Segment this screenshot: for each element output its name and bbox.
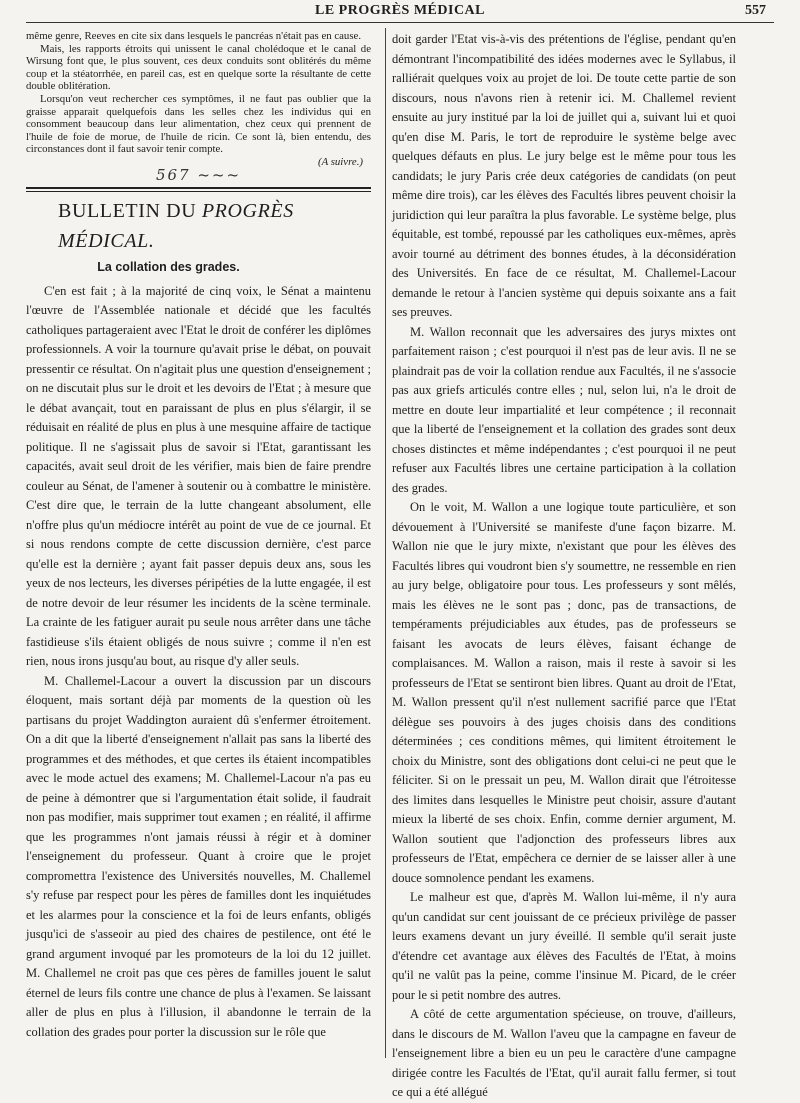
left-column [26, 30, 371, 1042]
page-number: 557 [745, 3, 766, 18]
article-paragraph: C'en est fait ; à la majorité de cinq voix, le Sénat a maintenu l'œuvre de l'Assemblée nationale et décidé que les facultés catholiques partageraient avec l'Etat le droit de conférer les diplômes professionnels. A voir la tournure qu'avait prise le débat, on pouvait pressentir ce résultat. On n'agitait plus une question d'enseignement ; on ne discutait plus sur le droit et les devoirs de l'Etat ; à mesure que le débat avançait, tout en paraissant de plus en plus s'élargir, il se réduisait en réalité de plus en plus à une mesquine affaire de tactique politique. Il ne s'agissait plus de savoir si l'Etat, garantissant les capacités, avait seul droit de les vérifier, mais bien de faire prendre couleur au Sénat, de l'amener à soutenir ou à combattre le ministère. C'est dire que, le terrain de la lutte changeant absolument, elle n'offre plus qu'un médiocre intérêt au point de vue de ce journal. Et si nous rendons compte de cette discussion dernière, c'est parce qu'elle est la dernière ; ayant fait passer depuis deux ans, sous les yeux de nos lecteurs, les diverses péripéties de la lutte engagée, il est de notre devoir de leur résumer les incidents de la scène terminale. La crainte de les fatiguer aurait pu seule nous arrêter dans une tâche fastidieuse s'ils étaient obligés de nous suivre ; comme il n'en est rien, nous irons jusqu'au bout, au risque d'y aller seuls. [26, 283, 371, 669]
intro-paragraph: même genre, Reeves en cite six dans lesquels le pancréas n'était pas en cause. [26, 30, 362, 42]
intro-paragraph: Mais, les rapports étroits qui unissent le canal cholédoque et le canal de Wirsung font que, le plus souvent, ces deux conduits sont oblitérés du même coup et la stéatorrhée, en pareil cas, est en quelque sorte la résultante de cette double oblitération. [26, 42, 371, 93]
article-paragraph: M. Wallon reconnait que les adversaires des jurys mixtes ont parfaitement raison ; c'est pourquoi il n'est pas de leur avis. Il ne se plaindrait pas de voir la collation rendue aux Facultés, il ne s'associe pas aux griefs articulés contre elles ; nul, selon lui, n'a le droit de mettre en doute leur impartialité et leur compétence ; il reconnait que la liberté de l'enseignement et la collation des grades sont deux choses distinctes et même indépendantes ; c'est pourquoi il ne peut refuser aux Facultés libres une certaine participation à la collation des grades. [392, 324, 736, 495]
section-separator [26, 187, 371, 192]
column-divider [385, 28, 386, 1058]
right-column [392, 30, 736, 1103]
page-header [0, 0, 800, 20]
bulletin-title-prefix: BULLETIN DU [58, 199, 197, 222]
article-paragraph: On le voit, M. Wallon a une logique toute particulière, et son dévouement à l'Université se manifeste d'une façon bizarre. M. Wallon nie que le jury mixte, n'existant que pour les élèves des Facultés libres qui voudront bien s'y soumettre, ne ressemble en rien au jury belge, obligatoire pour tous. Les professeurs y sont mêlés, mais les élèves ne le sont pas ; donc, pas de transactions, de tempéraments préjudiciables aux études, pas de professeurs se faisant les avocats de leurs élèves, faisant échange de complaisances. M. Wallon a raison, mais il reste à savoir si les professeurs de l'Etat se sentiront bien libres. Quant au droit de l'Etat, M. Wallon pressent qu'il n'est nullement sacrifié parce que l'Etat délègue ses pouvoirs à des juges choisis dans des conditions déterminées ; ces conditions mêmes, qui limitent étroitement le choix du Ministre, sont des obligations dont celui-ci ne peut que le féliciter. Si on le pressait un peu, M. Wallon dirait que l'étroitesse des limites dans lesquelles le Ministre peut choisir, assure d'autant mieux la liberté de ses choix. Enfin, comme dernier argument, M. Wallon soutient que l'adjonction des professeurs libres aux professeurs de l'Etat, empêchera ce dernier de se laisser aller à une douce somnolence pendant les examens. [392, 500, 736, 885]
journal-title: LE PROGRÈS MÉDICAL [314, 3, 486, 18]
intro-paragraph: Lorsqu'on veut rechercher ces symptômes, il ne faut pas oublier que la graisse apparait quelquefois dans les selles chez les individus qui en consomment beaucoup dans leur alimentation, chez ceux qui prennent de l'huile de foie de morue, de l'huile de ricin. Ce sont là, bien entendu, des circonstances dont il faut savoir tenir compte. [26, 92, 371, 156]
section-title: La collation des grades. [97, 259, 240, 274]
header-rule [26, 22, 774, 23]
article-paragraph: Le malheur est que, d'après M. Wallon lui-même, il n'y aura qu'un candidat sur cent jouissant de ce précieux privilège de passer leurs examens devant un jury éveillé. Il semble qu'il serait juste d'étendre cet avantage aux élèves des Facultés de l'Etat, à moins qu'il ne valût pas la peine, comme l'insinue M. Picard, de le créer pour le si petit nombre des autres. [392, 890, 736, 1002]
handwritten-annotation: 567 ~~~ [155, 165, 242, 184]
article-paragraph: A côté de cette argumentation spécieuse, on trouve, d'ailleurs, dans le discours de M. Wallon l'aveu que la campagne en faveur de l'enseignement libre a bien eu un peu le caractère d'une campagne dirigée contre les Facultés de l'Etat, qu'il aurait fallu fermer, si tout ce qui a été allégué [392, 1007, 736, 1099]
article-paragraph: M. Challemel-Lacour a ouvert la discussion par un discours éloquent, mais sortant déjà par moments de la question où les partisans du projet Waddington auraient dû s'enfermer étroitement. On a dit que la liberté d'enseignement n'allait pas sans la liberté des programmes et des méthodes, et que certes ils étaient incompatibles avec le mode actuel des examens; M. Challemel-Lacour n'a pas eu de peine à démontrer que si l'argumentation était solide, il faudrait non pas modifier, mais supprimer tout examen ; en réalité, il affirme que les programmes n'ont jamais réussi à régir et à dominer l'enseignement du professeur. Quant à croire que le projet compromettra l'existence des Universités nouvelles, M. Challemel s'y refuse par respect pour les pères de familles dont les inquiétudes et les alarmes pour la conscience et la foi de leurs enfants, obligés jusqu'ici de s'asseoir au pied des chaires de pestilence, ont été le grand argument invoqué par les promoteurs de la loi du 12 juillet. M. Challemel ne croit pas que ces pères de familles jouent le salut éternel de leurs fils contre une chance de plus à l'examen. Se laissant aller de plus en plus à l'illusion, il abandonne le terrain de la collation des grades pour porter la discussion sur le rôle que [26, 673, 371, 1039]
to-follow-note: (A suivre.) [318, 155, 363, 168]
previous-article-end [26, 30, 371, 169]
bulletin-title-journal: PROGRÈS MÉDICAL. [58, 199, 294, 252]
bulletin-heading [26, 196, 371, 256]
article-paragraph: doit garder l'Etat vis-à-vis des prétentions de l'église, pendant qu'en démontrant l'incompatibilité des idées modernes avec le Syllabus, il ralliérait quelques voix au projet de loi. De toute cette partie de son discours, nous n'avons rien à retenir ici. M. Challemel revient ensuite au jury institué par la loi de juillet qui a, suivant lui et quoi qu'en dise M. Paris, le tort de reproduire le système belge avec quelques défauts en plus. Le jury belge est le même pour tous les candidats; le jury Paris crée deux catégories de candidats (on peut même dire trois), car les élèves des Facultés libres peuvent choisir la juridiction qui leur paraîtra la plus favorable. Le système belge, plus équitable, est tombé, repoussé par les catholiques eux-mêmes, après avoir tourné au détriment des bonnes études, à la déconsidération des Universités. En face de ce résultat, M. Challemel-Lacour demande le retour à l'ancien système qui depuis soixante ans a fait ses preuves. [392, 32, 736, 319]
